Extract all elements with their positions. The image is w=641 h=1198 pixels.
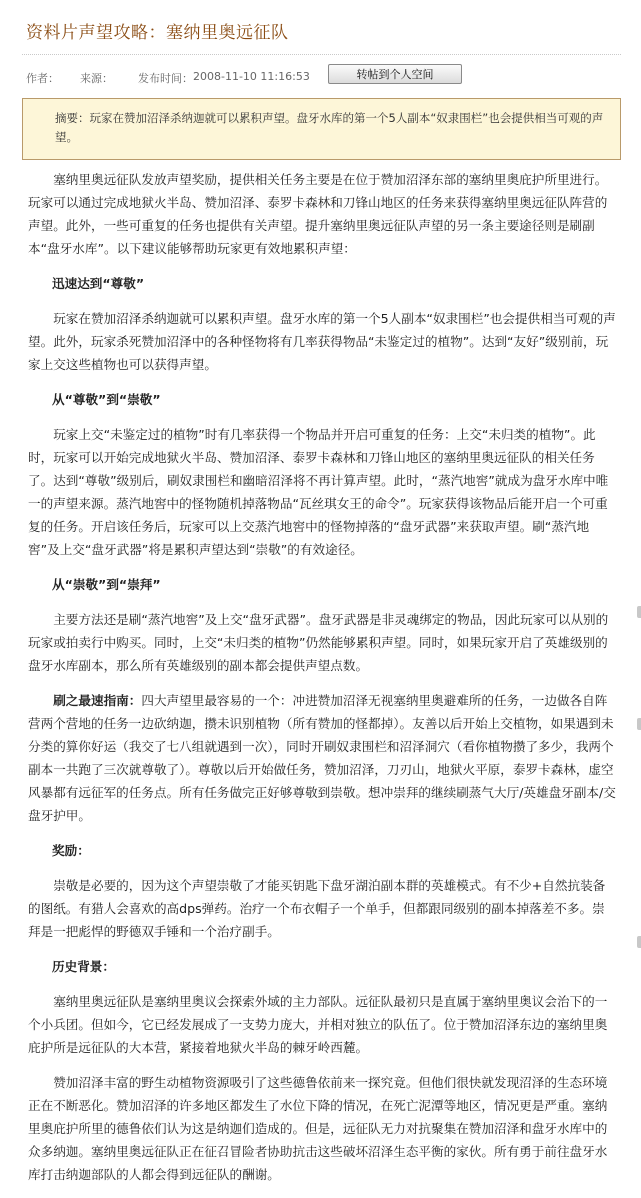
summary-text: 摘要：玩家在赞加沼泽杀纳迦就可以累积声望。盘牙水库的第一个5人副本“奴隶围栏”也会提供相当可观的声望。 bbox=[55, 111, 604, 144]
article-body bbox=[28, 168, 616, 1198]
body-paragraph: 塞纳里奥远征队是塞纳里奥议会探索外域的主力部队。远征队最初只是直属于塞纳里奥议会治下的一个小兵团。但如今，它已经发展成了一支势力庞大，并相对独立的队伍了。位于赞加沼泽东边的塞纳里奥庇护所是远征队的大本营，紧接着地狱火半岛的棘牙岭西麓。 bbox=[28, 994, 608, 1055]
body-paragraph: 玩家上交“未鉴定过的植物”时有几率获得一个物品并开启可重复的任务：上交“未归类的植物”。此时，玩家可以开始完成地狱火半岛、赞加沼泽、泰罗卡森林和刀锋山地区的塞纳里奥远征队的相关任务了。达到“尊敬”级别后，刷奴隶围栏和幽暗沼泽将不再计算声望。此时，“蒸汽地窖”就成为盘牙水库中唯一的声望来源。蒸汽地窖中的怪物随机掉落物品“瓦丝琪女王的命令”。玩家获得该物品后能开启一个可重复的任务。开启该任务后，玩家可以上交蒸汽地窖中的怪物掉落的“盘牙武器”来获取声望。刷“蒸汽地窖”及上交“盘牙武器”将是累积声望达到“崇敬”的有效途径。 bbox=[28, 427, 609, 557]
scrollbar-mark bbox=[637, 606, 641, 618]
body-paragraph: 崇敬是必要的，因为这个声望崇敬了才能买钥匙下盘牙湖泊副本群的英雄模式。有不少+自然抗装备的图纸。有猎人会喜欢的高dps弹药。治疗一个布衣帽子一个单手，但都跟同级别的副本掉落差不多。崇拜是一把彪悍的野德双手锤和一个治疗副手。 bbox=[28, 878, 606, 939]
article-summary bbox=[22, 98, 621, 160]
article-title: 资料片声望攻略：塞纳里奥远征队 bbox=[26, 23, 289, 43]
scrollbar-mark bbox=[637, 936, 641, 948]
source-label: 来源： bbox=[80, 72, 113, 85]
guide-text: 四大声望里最容易的一个：冲进赞加沼泽无视塞纳里奥避难所的任务，一边做各自阵营两个营地的任务一边砍纳迦，攒未识别植物（所有赞加的怪都掉）。友善以后开始上交植物，如果遇到未分类的算你好运（我交了七八组就遇到一次），同时开刷奴隶围栏和沼泽洞穴（看你植物攒了多少，我两个副本一共跑了三次就尊敬了）。尊敬以后开始做任务，赞加沼泽，刀刃山，地狱火平原，泰罗卡森林，虚空风暴都有远征军的任务点。所有任务做完正好够尊敬到崇敬。想冲崇拜的继续刷蒸气大厅/英雄盘牙副本/交盘牙护甲。 bbox=[28, 693, 616, 823]
section-heading: 从“崇敬”到“崇拜” bbox=[52, 577, 161, 592]
body-paragraph bbox=[28, 689, 616, 827]
section-heading: 奖励： bbox=[52, 843, 90, 858]
article-meta bbox=[26, 70, 310, 86]
body-paragraph: 玩家在赞加沼泽杀纳迦就可以累积声望。盘牙水库的第一个5人副本“奴隶围栏”也会提供相当可观的声望。此外，玩家杀死赞加沼泽中的各种怪物将有几率获得物品“未鉴定过的植物”。达到“友好”级别前，玩家上交这些植物也可以获得声望。 bbox=[28, 311, 616, 372]
repost-to-space-button[interactable]: 转帖到个人空间 bbox=[328, 64, 462, 84]
publish-label: 发布时间： bbox=[138, 72, 193, 85]
publish-time: 2008-11-10 11:16:53 bbox=[193, 70, 310, 83]
author-label: 作者： bbox=[26, 72, 59, 85]
section-heading: 从“尊敬”到“崇敬” bbox=[52, 392, 161, 407]
guide-label: 刷之最速指南： bbox=[53, 693, 142, 708]
scrollbar-mark bbox=[637, 718, 641, 730]
body-paragraph: 赞加沼泽丰富的野生动植物资源吸引了这些德鲁依前来一探究竟。但他们很快就发现沼泽的生态环境正在不断恶化。赞加沼泽的许多地区都发生了水位下降的情况，在死亡泥潭等地区，情况更是严重。塞纳里奥庇护所里的德鲁依们认为这是纳迦们造成的。但是，远征队无力对抗聚集在赞加沼泽和盘牙水库中的众多纳迦。塞纳里奥远征队正在征召冒险者协助抗击这些破坏沼泽生态平衡的家伙。所有勇于前往盘牙水库打击纳迦部队的人都会得到远征队的酬谢。 bbox=[28, 1075, 608, 1182]
section-heading: 历史背景： bbox=[52, 959, 115, 974]
body-paragraph: 塞纳里奥远征队发放声望奖励，提供相关任务主要是在位于赞加沼泽东部的塞纳里奥庇护所里进行。玩家可以通过完成地狱火半岛、赞加沼泽、泰罗卡森林和刀锋山地区的任务来获得塞纳里奥远征队阵营的声望。此外，一些可重复的任务也提供有关声望。提升塞纳里奥远征队声望的另一条主要途径则是刷副本“盘牙水库”。以下建议能够帮助玩家更有效地累积声望： bbox=[28, 172, 608, 256]
section-heading: 迅速达到“尊敬” bbox=[52, 276, 145, 291]
title-divider bbox=[22, 54, 621, 55]
body-paragraph: 主要方法还是刷“蒸汽地窖”及上交“盘牙武器”。盘牙武器是非灵魂绑定的物品，因此玩家可以从别的玩家或拍卖行中购买。同时，上交“未归类的植物”仍然能够累积声望。同时，如果玩家开启了英雄级别的盘牙水库副本，那么所有英雄级别的副本都会提供声望点数。 bbox=[28, 612, 609, 673]
